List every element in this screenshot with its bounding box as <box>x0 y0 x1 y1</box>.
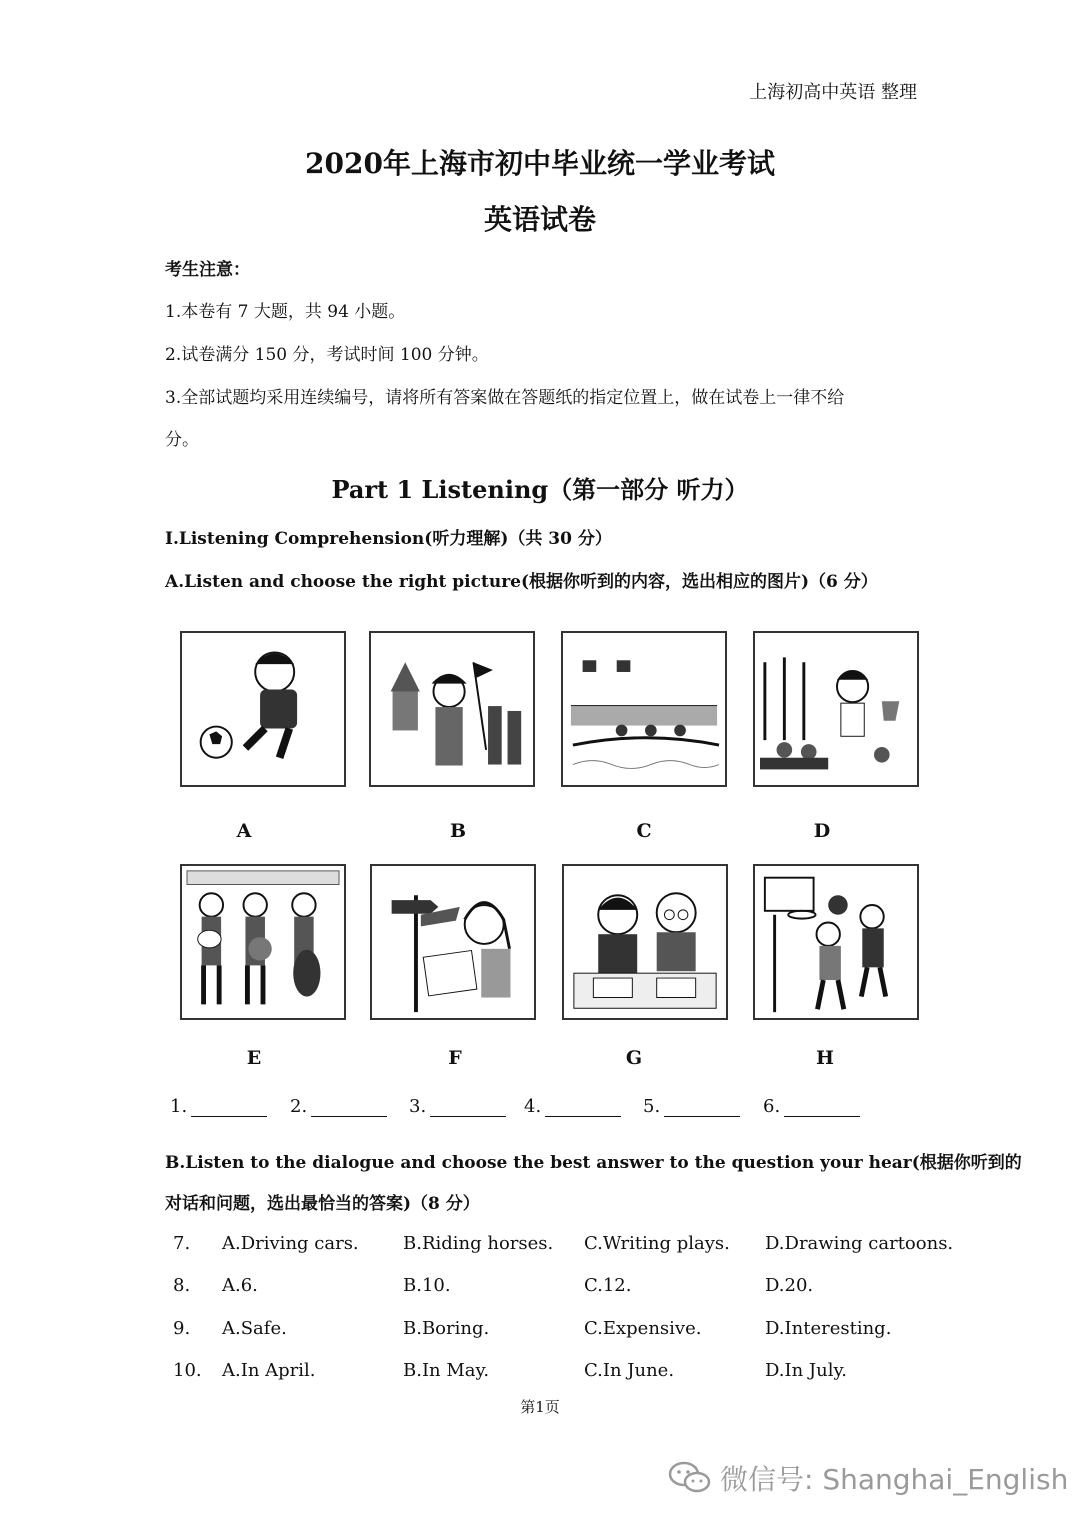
option-d[interactable]: D.Interesting. <box>765 1318 892 1339</box>
girl-reading-map-at-signpost-icon <box>370 864 536 1020</box>
blank-number: 5. <box>643 1096 661 1117</box>
picture-label: G <box>625 1047 643 1069</box>
boy-kicking-football-icon <box>180 631 346 787</box>
blank-number: 2. <box>290 1096 308 1117</box>
boys-playing-basketball-icon <box>753 864 919 1020</box>
watermark-text: 微信号: Shanghai_English <box>720 1463 1069 1496</box>
notice-heading: 考生注意： <box>165 260 250 280</box>
notice-item: 3.全部试题均采用连续编号，请将所有答案做在答题纸的指定位置上，做在试卷上一律不给 <box>165 388 845 408</box>
header-note: 上海初高中英语 整理 <box>749 82 917 103</box>
notice-item: 2.试卷满分 150 分，考试时间 100 分钟。 <box>165 345 489 365</box>
tour-guide-with-flag-icon <box>369 631 535 787</box>
blank-number: 4. <box>524 1096 542 1117</box>
blank-number: 6. <box>763 1096 781 1117</box>
option-d[interactable]: D.20. <box>765 1275 814 1296</box>
picture-label: D <box>813 820 831 842</box>
option-c[interactable]: C.12. <box>584 1275 632 1296</box>
answer-blank[interactable] <box>524 1096 621 1117</box>
option-c[interactable]: C.Expensive. <box>584 1318 702 1339</box>
section1-title: I.Listening Comprehension(听力理解)（共 30 分） <box>165 529 612 549</box>
blank-number: 1. <box>170 1096 188 1117</box>
sectionA-title: A.Listen and choose the right picture(根据你听到的内容，选出相应的图片)（6 分） <box>165 572 878 592</box>
answer-blank[interactable] <box>409 1096 506 1117</box>
option-c[interactable]: C.Writing plays. <box>584 1233 730 1254</box>
picture-label: F <box>448 1047 462 1069</box>
notice-item: 1.本卷有 7 大题，共 94 小题。 <box>165 302 406 322</box>
question-number: 7. <box>173 1233 191 1254</box>
answer-blank[interactable] <box>643 1096 740 1117</box>
girl-gardening-icon <box>753 631 919 787</box>
students-studying-together-icon <box>562 864 728 1020</box>
notice-item: 分。 <box>165 430 199 450</box>
picture-label: A <box>236 820 252 842</box>
option-b[interactable]: B.In May. <box>403 1360 490 1381</box>
answer-blank[interactable] <box>290 1096 387 1117</box>
option-d[interactable]: D.In July. <box>765 1360 848 1381</box>
exam-title: 2020年上海市初中毕业统一学业考试 <box>305 147 775 180</box>
exam-subtitle: 英语试卷 <box>483 203 596 236</box>
option-a[interactable]: A.6. <box>222 1275 258 1296</box>
picture-label: E <box>246 1047 262 1069</box>
option-d[interactable]: D.Drawing cartoons. <box>765 1233 954 1254</box>
option-b[interactable]: B.Riding horses. <box>403 1233 554 1254</box>
option-b[interactable]: B.Boring. <box>403 1318 490 1339</box>
picture-label: C <box>636 820 652 842</box>
dragon-boat-race-icon <box>561 631 727 787</box>
sectionB-title: B.Listen to the dialogue and choose the best answer to the question your hear(根据你听到的 <box>165 1153 1022 1173</box>
picture-label: H <box>816 1047 834 1069</box>
picture-label: B <box>449 820 467 842</box>
option-c[interactable]: C.In June. <box>584 1360 675 1381</box>
page-number: 第1页 <box>520 1398 560 1416</box>
option-a[interactable]: A.Safe. <box>222 1318 287 1339</box>
band-playing-instruments-icon <box>180 864 346 1020</box>
question-number: 10. <box>173 1360 202 1381</box>
watermark <box>668 1458 1068 1498</box>
option-a[interactable]: A.In April. <box>222 1360 316 1381</box>
answer-blank[interactable] <box>170 1096 267 1117</box>
answer-blank[interactable] <box>763 1096 860 1117</box>
part1-title: Part 1 Listening（第一部分 听力） <box>331 475 749 504</box>
question-number: 9. <box>173 1318 191 1339</box>
sectionB-title-cont: 对话和问题，选出最恰当的答案)（8 分） <box>165 1194 480 1214</box>
option-a[interactable]: A.Driving cars. <box>222 1233 359 1254</box>
wechat-icon <box>668 1460 712 1496</box>
option-b[interactable]: B.10. <box>403 1275 451 1296</box>
blank-number: 3. <box>409 1096 427 1117</box>
question-number: 8. <box>173 1275 191 1296</box>
